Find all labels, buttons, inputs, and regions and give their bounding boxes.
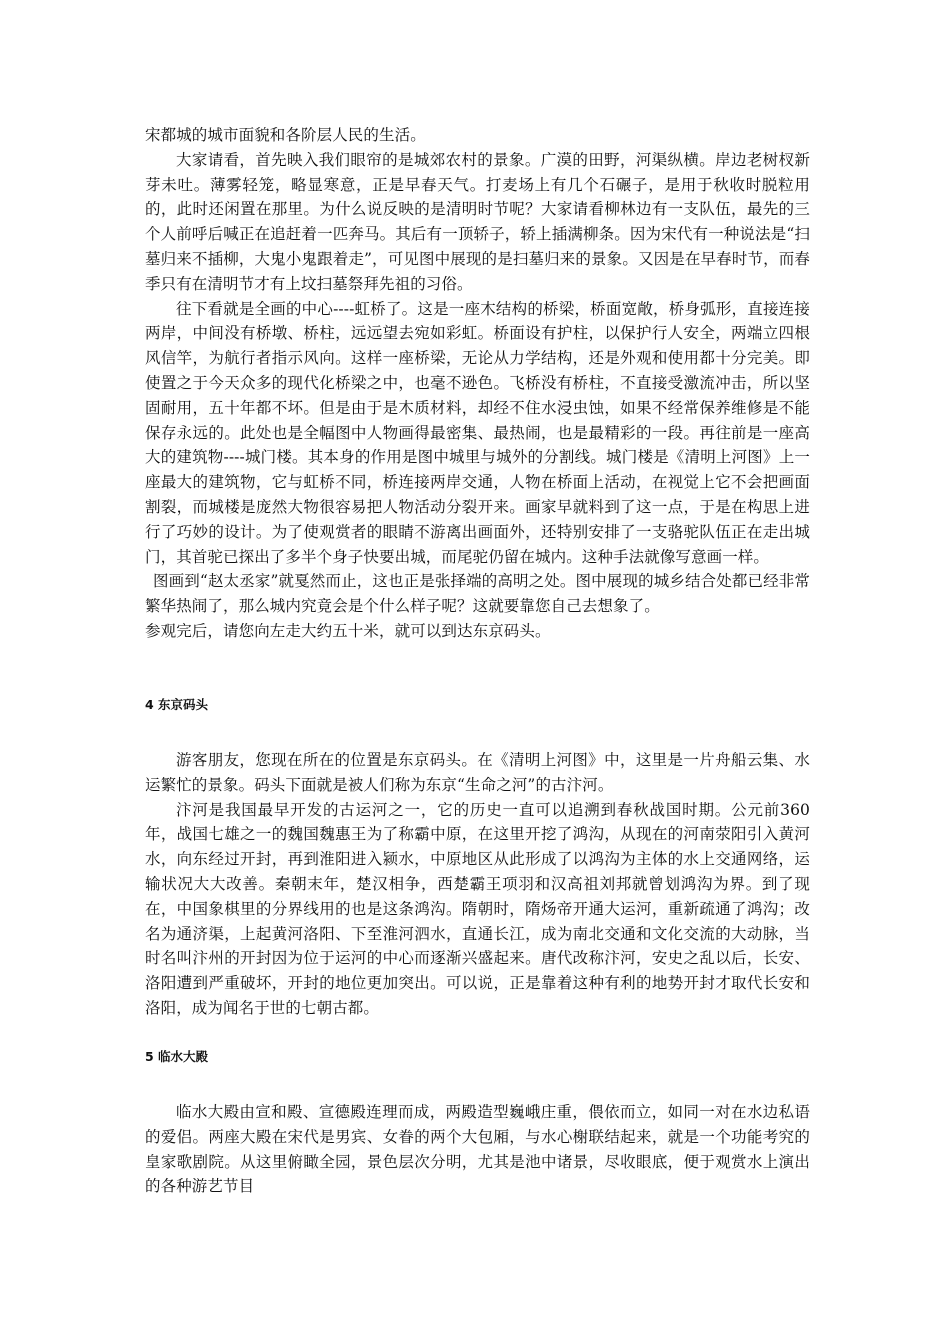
intro-paragraph-5: 参观完后，请您向左走大约五十米，就可以到达东京码头。 — [145, 621, 551, 640]
section4-paragraph-2: 汴河是我国最早开发的古运河之一，它的历史一直可以追溯到春秋战国时期。公元前360年，战国七雄之一的魏国魏惠王为了称霸中原，在这里开挖了鸿沟，从现在的河南荥阳引入黄河水，向东经过开封，再到淮阳进入颍水，中原地区从此形成了以鸿沟为主体的水上交通网络，运输状况大大改善。秦朝末年，楚汉相争，西楚霸王项羽和汉高祖刘邦就曾划鸿沟为界。到了现在，中国象棋里的分界线用的也是这条鸿沟。隋朝时，隋炀帝开通大运河，重新疏通了鸿沟；改名为通济渠，上起黄河洛阳、下至淮河泗水，直通长江，成为南北交通和文化交流的大动脉，当时名叫汴州的开封因为位于运河的中心而逐渐兴盛起来。唐代改称汴河，安史之乱以后，长安、洛阳遭到严重破坏，开封的地位更加突出。可以说，正是靠着这种有利的地势开封才取代长安和洛阳，成为闻名于世的七朝古都。 — [145, 800, 810, 1017]
intro-paragraph-3: 往下看就是全画的中心----虹桥了。这是一座木结构的桥梁，桥面宽敞，桥身弧形，直接连接两岸，中间没有桥墩、桥柱，远远望去宛如彩虹。桥面设有护柱，以保护行人安全，两端立四根风信竿，为航行者指示风向。这样一座桥梁，无论从力学结构，还是外观和使用都十分完美。即使置之于今天众多的现代化桥梁之中，也毫不逊色。飞桥没有桥柱，不直接受激流冲击，所以坚固耐用，五十年都不坏。但是由于是木质材料，却经不住水浸虫蚀，如果不经常保养维修是不能保存永远的。此处也是全幅图中人物画得最密集、最热闹，也是最精彩的一段。再往前是一座高大的建筑物----城门楼。其本身的作用是图中城里与城外的分割线。城门楼是《清明上河图》上一座最大的建筑物，它与虹桥不同，桥连接两岸交通，人物在桥面上活动，在视觉上它不会把画面割裂，而城楼是庞然大物很容易把人物活动分裂开来。画家早就料到了这一点，于是在构思上进行了巧妙的设计。为了使观赏者的眼睛不游离出画面外，还特别安排了一支骆驼队伍正在走出城门，其首驼已探出了多半个身子快要出城，而尾驼仍留在城内。这种手法就像写意画一样。 — [145, 299, 810, 566]
section-heading-dongjing-pier: 4 东京码头 — [145, 697, 209, 712]
section-heading-waterside-hall: 5 临水大殿 — [145, 1049, 209, 1064]
section-dongjing-pier — [145, 748, 810, 1021]
section4-paragraph-1: 游客朋友，您现在所在的位置是东京码头。在《清明上河图》中，这里是一片舟船云集、水运繁忙的景象。码头下面就是被人们称为东京“生命之河”的古汴河。 — [145, 751, 810, 794]
section-waterside-hall — [145, 1100, 810, 1199]
section5-paragraph-1: 临水大殿由宣和殿、宣德殿连理而成，两殿造型巍峨庄重，偎依而立，如同一对在水边私语的爱侣。两座大殿在宋代是男宾、女眷的两个大包厢，与水心榭联结起来，就是一个功能考究的皇家歌剧院。从这里俯瞰全园，景色层次分明，尤其是池中诸景，尽收眼底，便于观赏水上演出的各种游艺节目 — [145, 1103, 810, 1196]
intro-paragraph-4: 图画到“赵太丞家”就戛然而止，这也正是张择端的高明之处。图中展现的城乡结合处都已经非常繁华热闹了，那么城内究竟会是个什么样子呢？这就要靠您自己去想象了。 — [145, 572, 810, 616]
intro-paragraph-2: 大家请看，首先映入我们眼帘的是城郊农村的景象。广漠的田野，河渠纵横。岸边老树杈新芽未吐。薄雾轻笼，略显寒意，正是早春天气。打麦场上有几个石碾子，是用于秋收时脱粒用的，此时还闲置在那里。为什么说反映的是清明时节呢？大家请看柳林边有一支队伍，最先的三个人前呼后喊正在追赶着一匹奔马。其后有一顶轿子，轿上插满柳条。因为宋代有一种说法是“扫墓归来不插柳，大鬼小鬼跟着走”，可见图中展现的是扫墓归来的景象。又因是在早春时节，而春季只有在清明节才有上坟扫墓祭拜先祖的习俗。 — [145, 150, 810, 293]
intro-section — [145, 123, 810, 644]
intro-paragraph-1: 宋都城的城市面貌和各阶层人民的生活。 — [145, 126, 426, 144]
